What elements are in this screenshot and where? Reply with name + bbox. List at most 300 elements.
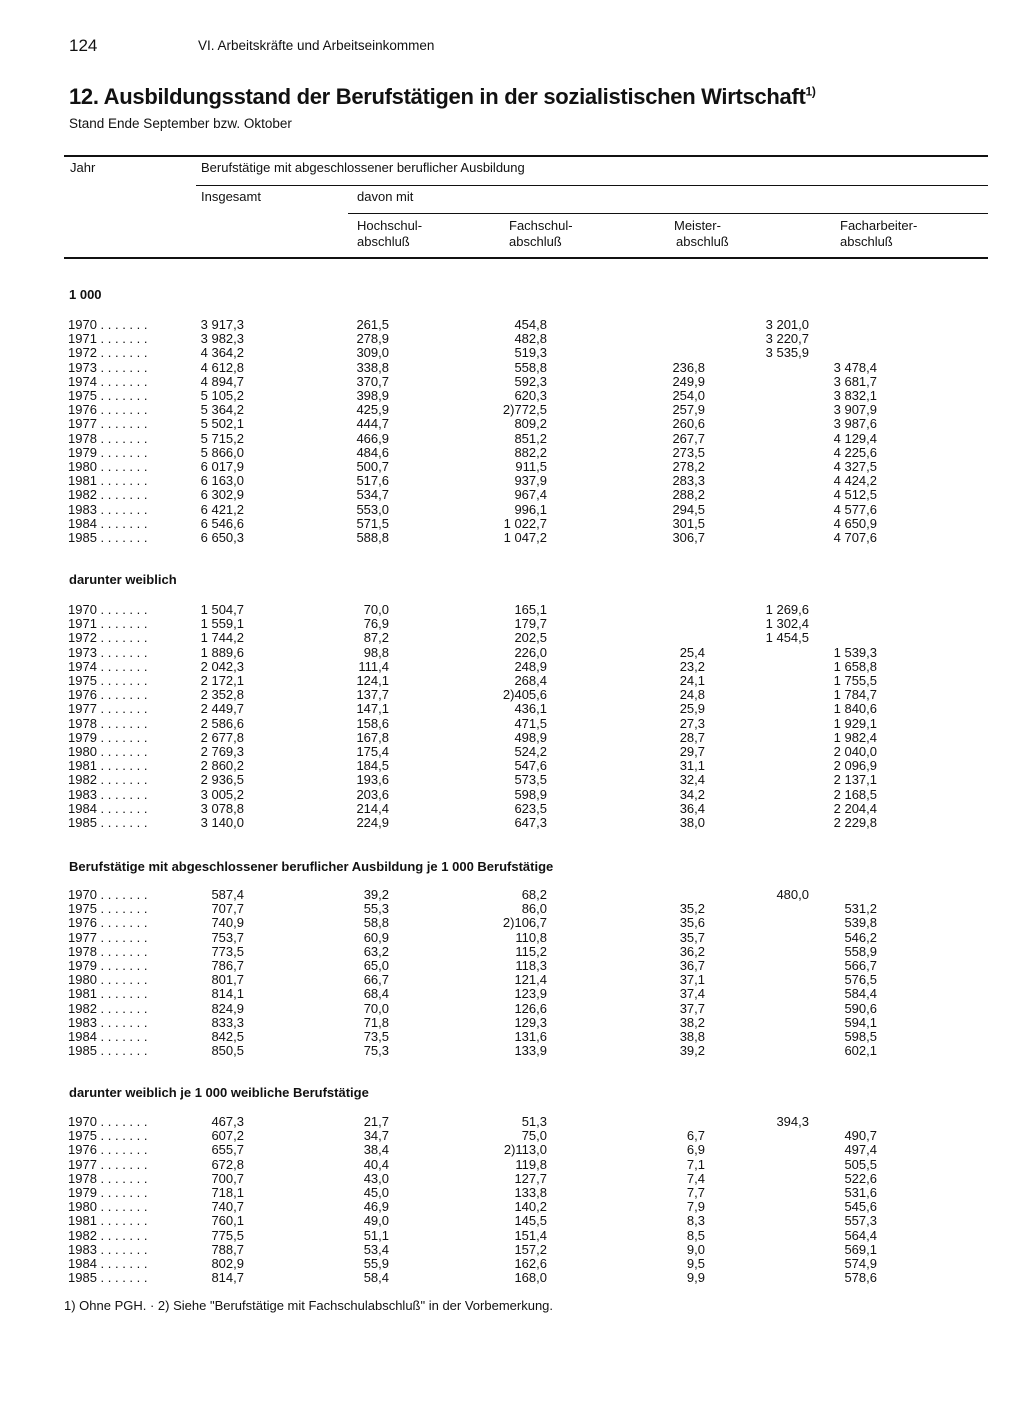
cell-meister: 37,1 — [679, 972, 705, 988]
table-row — [0, 389, 1024, 403]
cell-facharbeiter: 1 269,6 — [765, 602, 809, 617]
cell-fachschul: 131,6 — [514, 1029, 547, 1044]
cell-fachschul: 51,3 — [521, 1114, 547, 1129]
table-row — [0, 1172, 1024, 1186]
cell-meister: 36,4 — [679, 800, 705, 816]
table-row — [0, 417, 1024, 431]
cell-insgesamt: 814,7 — [211, 1270, 244, 1286]
table-row — [0, 646, 1024, 660]
header-davon-mit: davon mit — [357, 189, 414, 204]
table-row — [0, 446, 1024, 460]
cell-meister: 37,4 — [679, 986, 705, 1002]
cell-meister: 36,7 — [679, 958, 705, 973]
table-row — [0, 888, 1024, 902]
cell-facharbeiter: 1 539,3 — [833, 644, 877, 660]
cell-hochschul: 40,4 — [363, 1156, 389, 1172]
table-row — [0, 603, 1024, 617]
cell-facharbeiter: 1 929,1 — [833, 715, 877, 731]
cell-hochschul: 147,1 — [356, 701, 389, 717]
cell-fachschul: 620,3 — [514, 388, 547, 403]
cell-insgesamt: 467,3 — [211, 1114, 244, 1129]
cell-facharbeiter: 4 424,2 — [833, 473, 877, 489]
table-row — [0, 773, 1024, 787]
cell-meister: 8,5 — [686, 1227, 705, 1243]
cell-year: 1971 . . . . . . . — [68, 616, 148, 632]
cell-insgesamt: 740,9 — [211, 915, 244, 931]
cell-fachschul: 524,2 — [514, 744, 547, 759]
cell-facharbeiter: 531,6 — [844, 1185, 877, 1200]
cell-facharbeiter: 497,4 — [844, 1142, 877, 1158]
cell-insgesamt: 775,5 — [211, 1227, 244, 1243]
cell-year: 1983 . . . . . . . — [68, 786, 148, 802]
cell-hochschul: 111,4 — [358, 658, 389, 674]
header-meister — [674, 218, 729, 250]
cell-insgesamt: 4 894,7 — [200, 373, 244, 389]
cell-insgesamt: 3 078,8 — [200, 800, 244, 816]
cell-facharbeiter: 557,3 — [844, 1213, 877, 1229]
cell-hochschul: 500,7 — [356, 459, 389, 474]
cell-insgesamt: 607,2 — [211, 1128, 244, 1144]
cell-insgesamt: 6 546,6 — [200, 515, 244, 531]
cell-hochschul: 98,8 — [363, 644, 389, 660]
cell-year: 1981 . . . . . . . — [68, 1213, 148, 1229]
cell-fachschul: 226,0 — [514, 644, 547, 660]
table-row — [0, 802, 1024, 816]
cell-hochschul: 534,7 — [356, 487, 389, 503]
table-row — [0, 688, 1024, 702]
cell-meister: 236,8 — [672, 359, 705, 375]
cell-hochschul: 338,8 — [356, 359, 389, 375]
cell-meister: 39,2 — [679, 1043, 705, 1059]
cell-insgesamt: 2 449,7 — [200, 701, 244, 717]
cell-insgesamt: 3 982,3 — [200, 331, 244, 347]
cell-year: 1980 . . . . . . . — [68, 744, 148, 759]
cell-year: 1983 . . . . . . . — [68, 501, 148, 517]
cell-insgesamt: 2 936,5 — [200, 772, 244, 788]
cell-meister: 25,4 — [679, 644, 705, 660]
cell-meister: 24,8 — [679, 687, 705, 703]
header-fachschul-line1: Fachschul- — [509, 218, 573, 233]
cell-fachschul: 2)106,7 — [502, 915, 547, 931]
cell-year: 1970 . . . . . . . — [68, 1114, 148, 1129]
table-row — [0, 1030, 1024, 1044]
table-row — [0, 717, 1024, 731]
table-row — [0, 959, 1024, 973]
cell-fachschul: 140,2 — [514, 1199, 547, 1215]
cell-meister: 25,9 — [679, 701, 705, 717]
section-heading: darunter weiblich je 1 000 weibliche Berufstätige — [69, 1085, 369, 1100]
table-row — [0, 1044, 1024, 1058]
cell-fachschul: 2)405,6 — [502, 687, 547, 703]
cell-fachschul: 268,4 — [514, 673, 547, 688]
header-rule-2 — [196, 185, 988, 186]
cell-insgesamt: 814,1 — [211, 986, 244, 1002]
cell-year: 1984 . . . . . . . — [68, 1256, 148, 1271]
table-row — [0, 1115, 1024, 1129]
cell-facharbeiter: 490,7 — [844, 1128, 877, 1144]
cell-hochschul: 184,5 — [356, 758, 389, 774]
cell-fachschul: 168,0 — [514, 1270, 547, 1286]
cell-year: 1970 . . . . . . . — [68, 602, 148, 617]
cell-insgesamt: 655,7 — [211, 1142, 244, 1158]
cell-fachschul: 2)772,5 — [502, 402, 547, 418]
cell-insgesamt: 842,5 — [211, 1029, 244, 1044]
cell-hochschul: 43,0 — [363, 1170, 389, 1186]
table-row — [0, 759, 1024, 773]
cell-meister: 6,7 — [686, 1128, 705, 1144]
cell-meister: 9,5 — [686, 1256, 705, 1271]
cell-year: 1980 . . . . . . . — [68, 1199, 148, 1215]
cell-hochschul: 588,8 — [356, 530, 389, 545]
cell-year: 1979 . . . . . . . — [68, 444, 148, 460]
cell-year: 1984 . . . . . . . — [68, 1029, 148, 1044]
cell-fachschul: 157,2 — [514, 1241, 547, 1257]
cell-meister: 278,2 — [672, 459, 705, 474]
cell-meister: 38,0 — [679, 815, 705, 830]
header-fachschul-line2: abschluß — [509, 234, 562, 249]
cell-year: 1981 . . . . . . . — [68, 986, 148, 1002]
cell-fachschul: 436,1 — [514, 701, 547, 717]
cell-meister: 32,4 — [679, 772, 705, 788]
cell-facharbeiter: 4 707,6 — [833, 530, 877, 545]
cell-insgesamt: 2 860,2 — [200, 758, 244, 774]
cell-meister: 283,3 — [672, 473, 705, 489]
cell-hochschul: 175,4 — [356, 744, 389, 759]
table-row — [0, 375, 1024, 389]
cell-facharbeiter: 578,6 — [844, 1270, 877, 1286]
cell-insgesamt: 1 559,1 — [200, 616, 244, 632]
cell-meister: 27,3 — [679, 715, 705, 731]
cell-facharbeiter: 3 681,7 — [833, 373, 877, 389]
cell-insgesamt: 707,7 — [211, 901, 244, 917]
cell-facharbeiter: 4 512,5 — [833, 487, 877, 503]
cell-hochschul: 34,7 — [363, 1128, 389, 1144]
table-row — [0, 674, 1024, 688]
cell-facharbeiter: 2 204,4 — [833, 800, 877, 816]
page-number: 124 — [69, 36, 98, 55]
cell-fachschul: 75,0 — [521, 1128, 547, 1144]
cell-year: 1978 . . . . . . . — [68, 1170, 148, 1186]
cell-facharbeiter: 558,9 — [844, 943, 877, 959]
cell-fachschul: 145,5 — [514, 1213, 547, 1229]
cell-year: 1982 . . . . . . . — [68, 1227, 148, 1243]
cell-facharbeiter: 3 907,9 — [833, 402, 877, 418]
cell-facharbeiter: 531,2 — [844, 901, 877, 917]
table-row — [0, 1257, 1024, 1271]
table-row — [0, 503, 1024, 517]
footnote: 1) Ohne PGH. · 2) Siehe "Berufstätige mit Fachschulabschluß" in der Vorbemerkung. — [64, 1298, 554, 1313]
cell-hochschul: 193,6 — [356, 772, 389, 788]
cell-year: 1974 . . . . . . . — [68, 658, 148, 674]
cell-year: 1980 . . . . . . . — [68, 459, 148, 474]
cell-year: 1979 . . . . . . . — [68, 958, 148, 973]
cell-hochschul: 58,4 — [363, 1270, 389, 1286]
header-top-rule — [64, 155, 988, 157]
cell-year: 1981 . . . . . . . — [68, 758, 148, 774]
cell-meister: 35,6 — [679, 915, 705, 931]
cell-year: 1984 . . . . . . . — [68, 515, 148, 531]
cell-hochschul: 60,9 — [363, 929, 389, 945]
cell-insgesamt: 753,7 — [211, 929, 244, 945]
cell-facharbeiter: 2 040,0 — [833, 744, 877, 759]
cell-insgesamt: 1 744,2 — [200, 630, 244, 646]
cell-hochschul: 75,3 — [363, 1043, 389, 1059]
cell-meister: 35,7 — [679, 929, 705, 945]
cell-meister: 29,7 — [679, 744, 705, 759]
cell-year: 1973 . . . . . . . — [68, 644, 148, 660]
cell-meister: 7,4 — [686, 1170, 705, 1186]
cell-meister: 301,5 — [672, 515, 705, 531]
cell-year: 1983 . . . . . . . — [68, 1241, 148, 1257]
cell-insgesamt: 700,7 — [211, 1170, 244, 1186]
cell-hochschul: 214,4 — [356, 800, 389, 816]
cell-insgesamt: 672,8 — [211, 1156, 244, 1172]
section-heading: 1 000 — [69, 287, 102, 302]
cell-facharbeiter: 3 201,0 — [765, 317, 809, 332]
cell-year: 1971 . . . . . . . — [68, 331, 148, 347]
cell-facharbeiter: 598,5 — [844, 1029, 877, 1044]
cell-insgesamt: 4 364,2 — [200, 345, 244, 361]
cell-meister: 6,9 — [686, 1142, 705, 1158]
cell-facharbeiter: 545,6 — [844, 1199, 877, 1215]
cell-year: 1977 . . . . . . . — [68, 701, 148, 717]
cell-year: 1985 . . . . . . . — [68, 530, 148, 545]
table-row — [0, 945, 1024, 959]
cell-fachschul: 119,8 — [515, 1156, 547, 1172]
cell-year: 1974 . . . . . . . — [68, 373, 148, 389]
cell-hochschul: 76,9 — [363, 616, 389, 632]
cell-meister: 37,7 — [679, 1000, 705, 1016]
cell-hochschul: 553,0 — [356, 501, 389, 517]
cell-year: 1982 . . . . . . . — [68, 772, 148, 788]
cell-facharbeiter: 566,7 — [844, 958, 877, 973]
cell-facharbeiter: 1 755,5 — [833, 673, 877, 688]
cell-hochschul: 51,1 — [363, 1227, 389, 1243]
cell-facharbeiter: 546,2 — [844, 929, 877, 945]
table-row — [0, 1186, 1024, 1200]
cell-facharbeiter: 4 327,5 — [833, 459, 877, 474]
cell-facharbeiter: 1 658,8 — [833, 658, 877, 674]
table-row — [0, 931, 1024, 945]
cell-year: 1976 . . . . . . . — [68, 1142, 148, 1158]
cell-hochschul: 70,0 — [363, 1000, 389, 1016]
table-subtitle: Stand Ende September bzw. Oktober — [69, 116, 292, 131]
cell-facharbeiter: 2 096,9 — [833, 758, 877, 774]
cell-fachschul: 598,9 — [514, 786, 547, 802]
cell-fachschul: 133,9 — [514, 1043, 547, 1059]
cell-insgesamt: 587,4 — [211, 887, 244, 902]
cell-fachschul: 151,4 — [514, 1227, 547, 1243]
table-row — [0, 1271, 1024, 1285]
cell-insgesamt: 760,1 — [211, 1213, 244, 1229]
cell-insgesamt: 740,7 — [211, 1199, 244, 1215]
cell-insgesamt: 824,9 — [211, 1000, 244, 1016]
cell-insgesamt: 6 163,0 — [200, 473, 244, 489]
table-row — [0, 1243, 1024, 1257]
table-title — [69, 84, 816, 110]
table-row — [0, 403, 1024, 417]
cell-year: 1982 . . . . . . . — [68, 487, 148, 503]
cell-fachschul: 851,2 — [514, 430, 547, 446]
cell-meister: 28,7 — [679, 729, 705, 745]
cell-meister: 38,2 — [679, 1014, 705, 1030]
cell-fachschul: 623,5 — [514, 800, 547, 816]
cell-insgesamt: 5 364,2 — [200, 402, 244, 418]
header-facharbeiter — [840, 218, 917, 250]
table-row — [0, 1002, 1024, 1016]
cell-insgesamt: 786,7 — [211, 958, 244, 973]
cell-insgesamt: 802,9 — [211, 1256, 244, 1271]
cell-hochschul: 49,0 — [363, 1213, 389, 1229]
cell-hochschul: 370,7 — [356, 373, 389, 389]
cell-facharbeiter: 3 535,9 — [765, 345, 809, 361]
cell-facharbeiter: 4 577,6 — [833, 501, 877, 517]
cell-fachschul: 482,8 — [514, 331, 547, 347]
cell-insgesamt: 2 042,3 — [200, 658, 244, 674]
cell-year: 1978 . . . . . . . — [68, 943, 148, 959]
cell-year: 1975 . . . . . . . — [68, 673, 148, 688]
cell-year: 1985 . . . . . . . — [68, 1270, 148, 1286]
cell-hochschul: 68,4 — [363, 986, 389, 1002]
cell-meister: 7,7 — [686, 1185, 705, 1200]
table-row — [0, 531, 1024, 545]
table-row — [0, 1129, 1024, 1143]
cell-hochschul: 444,7 — [356, 416, 389, 432]
cell-fachschul: 882,2 — [514, 444, 547, 460]
cell-insgesamt: 4 612,8 — [200, 359, 244, 375]
cell-year: 1970 . . . . . . . — [68, 317, 148, 332]
cell-year: 1982 . . . . . . . — [68, 1000, 148, 1016]
cell-fachschul: 165,1 — [514, 602, 547, 617]
table-row — [0, 745, 1024, 759]
cell-facharbeiter: 594,1 — [844, 1014, 877, 1030]
cell-insgesamt: 2 172,1 — [200, 673, 244, 688]
cell-hochschul: 425,9 — [356, 402, 389, 418]
table-row — [0, 318, 1024, 332]
cell-year: 1977 . . . . . . . — [68, 416, 148, 432]
cell-hochschul: 53,4 — [363, 1241, 389, 1257]
cell-facharbeiter: 1 784,7 — [833, 687, 877, 703]
cell-hochschul: 261,5 — [356, 317, 389, 332]
cell-insgesamt: 6 017,9 — [200, 459, 244, 474]
cell-hochschul: 517,6 — [356, 473, 389, 489]
cell-hochschul: 87,2 — [363, 630, 389, 646]
section-heading: Berufstätige mit abgeschlossener beruflicher Ausbildung je 1 000 Berufstätige — [69, 859, 554, 874]
cell-hochschul: 158,6 — [356, 715, 389, 731]
cell-meister: 257,9 — [672, 402, 705, 418]
cell-year: 1970 . . . . . . . — [68, 887, 148, 902]
cell-meister: 7,9 — [686, 1199, 705, 1215]
cell-hochschul: 71,8 — [363, 1014, 389, 1030]
cell-facharbeiter: 2 137,1 — [833, 772, 877, 788]
cell-fachschul: 519,3 — [514, 345, 547, 361]
cell-fachschul: 118,3 — [515, 958, 547, 973]
cell-insgesamt: 2 769,3 — [200, 744, 244, 759]
table-row — [0, 346, 1024, 360]
cell-hochschul: 38,4 — [363, 1142, 389, 1158]
table-row — [0, 517, 1024, 531]
header-hochschul-line1: Hochschul- — [357, 218, 423, 233]
cell-year: 1976 . . . . . . . — [68, 402, 148, 418]
cell-insgesamt: 2 586,6 — [200, 715, 244, 731]
cell-fachschul: 498,9 — [514, 729, 547, 745]
cell-hochschul: 167,8 — [356, 729, 389, 745]
cell-hochschul: 55,3 — [363, 901, 389, 917]
cell-meister: 24,1 — [679, 673, 705, 688]
cell-hochschul: 203,6 — [356, 786, 389, 802]
cell-year: 1975 . . . . . . . — [68, 388, 148, 403]
header-hochschul-line2: abschluß — [357, 234, 410, 249]
header-meister-line1: Meister- — [674, 218, 721, 233]
cell-insgesamt: 6 421,2 — [200, 501, 244, 517]
table-row — [0, 788, 1024, 802]
cell-hochschul: 224,9 — [356, 815, 389, 830]
cell-meister: 9,0 — [686, 1241, 705, 1257]
cell-hochschul: 58,8 — [363, 915, 389, 931]
cell-insgesamt: 788,7 — [211, 1241, 244, 1257]
cell-year: 1978 . . . . . . . — [68, 715, 148, 731]
cell-hochschul: 46,9 — [363, 1199, 389, 1215]
cell-hochschul: 65,0 — [363, 958, 389, 973]
cell-year: 1972 . . . . . . . — [68, 345, 148, 361]
cell-year: 1977 . . . . . . . — [68, 929, 148, 945]
cell-hochschul: 63,2 — [363, 943, 389, 959]
cell-meister: 273,5 — [672, 444, 705, 460]
cell-meister: 36,2 — [679, 943, 705, 959]
cell-fachschul: 809,2 — [514, 416, 547, 432]
cell-hochschul: 21,7 — [363, 1114, 389, 1129]
cell-hochschul: 73,5 — [363, 1029, 389, 1044]
cell-insgesamt: 5 866,0 — [200, 444, 244, 460]
cell-hochschul: 39,2 — [363, 887, 389, 902]
cell-fachschul: 937,9 — [514, 473, 547, 489]
table-row — [0, 1214, 1024, 1228]
cell-facharbeiter: 4 225,6 — [833, 444, 877, 460]
cell-facharbeiter: 4 650,9 — [833, 515, 877, 531]
cell-fachschul: 123,9 — [514, 986, 547, 1002]
cell-meister: 35,2 — [679, 901, 705, 917]
cell-facharbeiter: 1 302,4 — [765, 616, 809, 632]
cell-insgesamt: 718,1 — [211, 1185, 244, 1200]
header-rule-3 — [348, 213, 988, 214]
cell-fachschul: 127,7 — [514, 1170, 547, 1186]
header-bottom-rule — [64, 257, 988, 259]
cell-year: 1975 . . . . . . . — [68, 901, 148, 917]
cell-facharbeiter: 505,5 — [844, 1156, 877, 1172]
cell-fachschul: 592,3 — [514, 373, 547, 389]
table-row — [0, 488, 1024, 502]
table-row — [0, 474, 1024, 488]
table-row — [0, 1200, 1024, 1214]
cell-meister: 31,1 — [679, 758, 705, 774]
cell-year: 1976 . . . . . . . — [68, 687, 148, 703]
section-heading: darunter weiblich — [69, 572, 177, 587]
table-row — [0, 902, 1024, 916]
cell-meister: 9,9 — [686, 1270, 705, 1286]
cell-fachschul: 126,6 — [514, 1000, 547, 1016]
cell-facharbeiter: 1 840,6 — [833, 701, 877, 717]
cell-year: 1980 . . . . . . . — [68, 972, 148, 988]
cell-insgesamt: 833,3 — [211, 1014, 244, 1030]
cell-fachschul: 162,6 — [514, 1256, 547, 1271]
table-row — [0, 332, 1024, 346]
table-row — [0, 1229, 1024, 1243]
cell-facharbeiter: 3 987,6 — [833, 416, 877, 432]
cell-fachschul: 110,8 — [515, 929, 547, 945]
cell-fachschul: 2)113,0 — [503, 1142, 547, 1158]
cell-facharbeiter: 590,6 — [844, 1000, 877, 1016]
cell-hochschul: 137,7 — [356, 687, 389, 703]
